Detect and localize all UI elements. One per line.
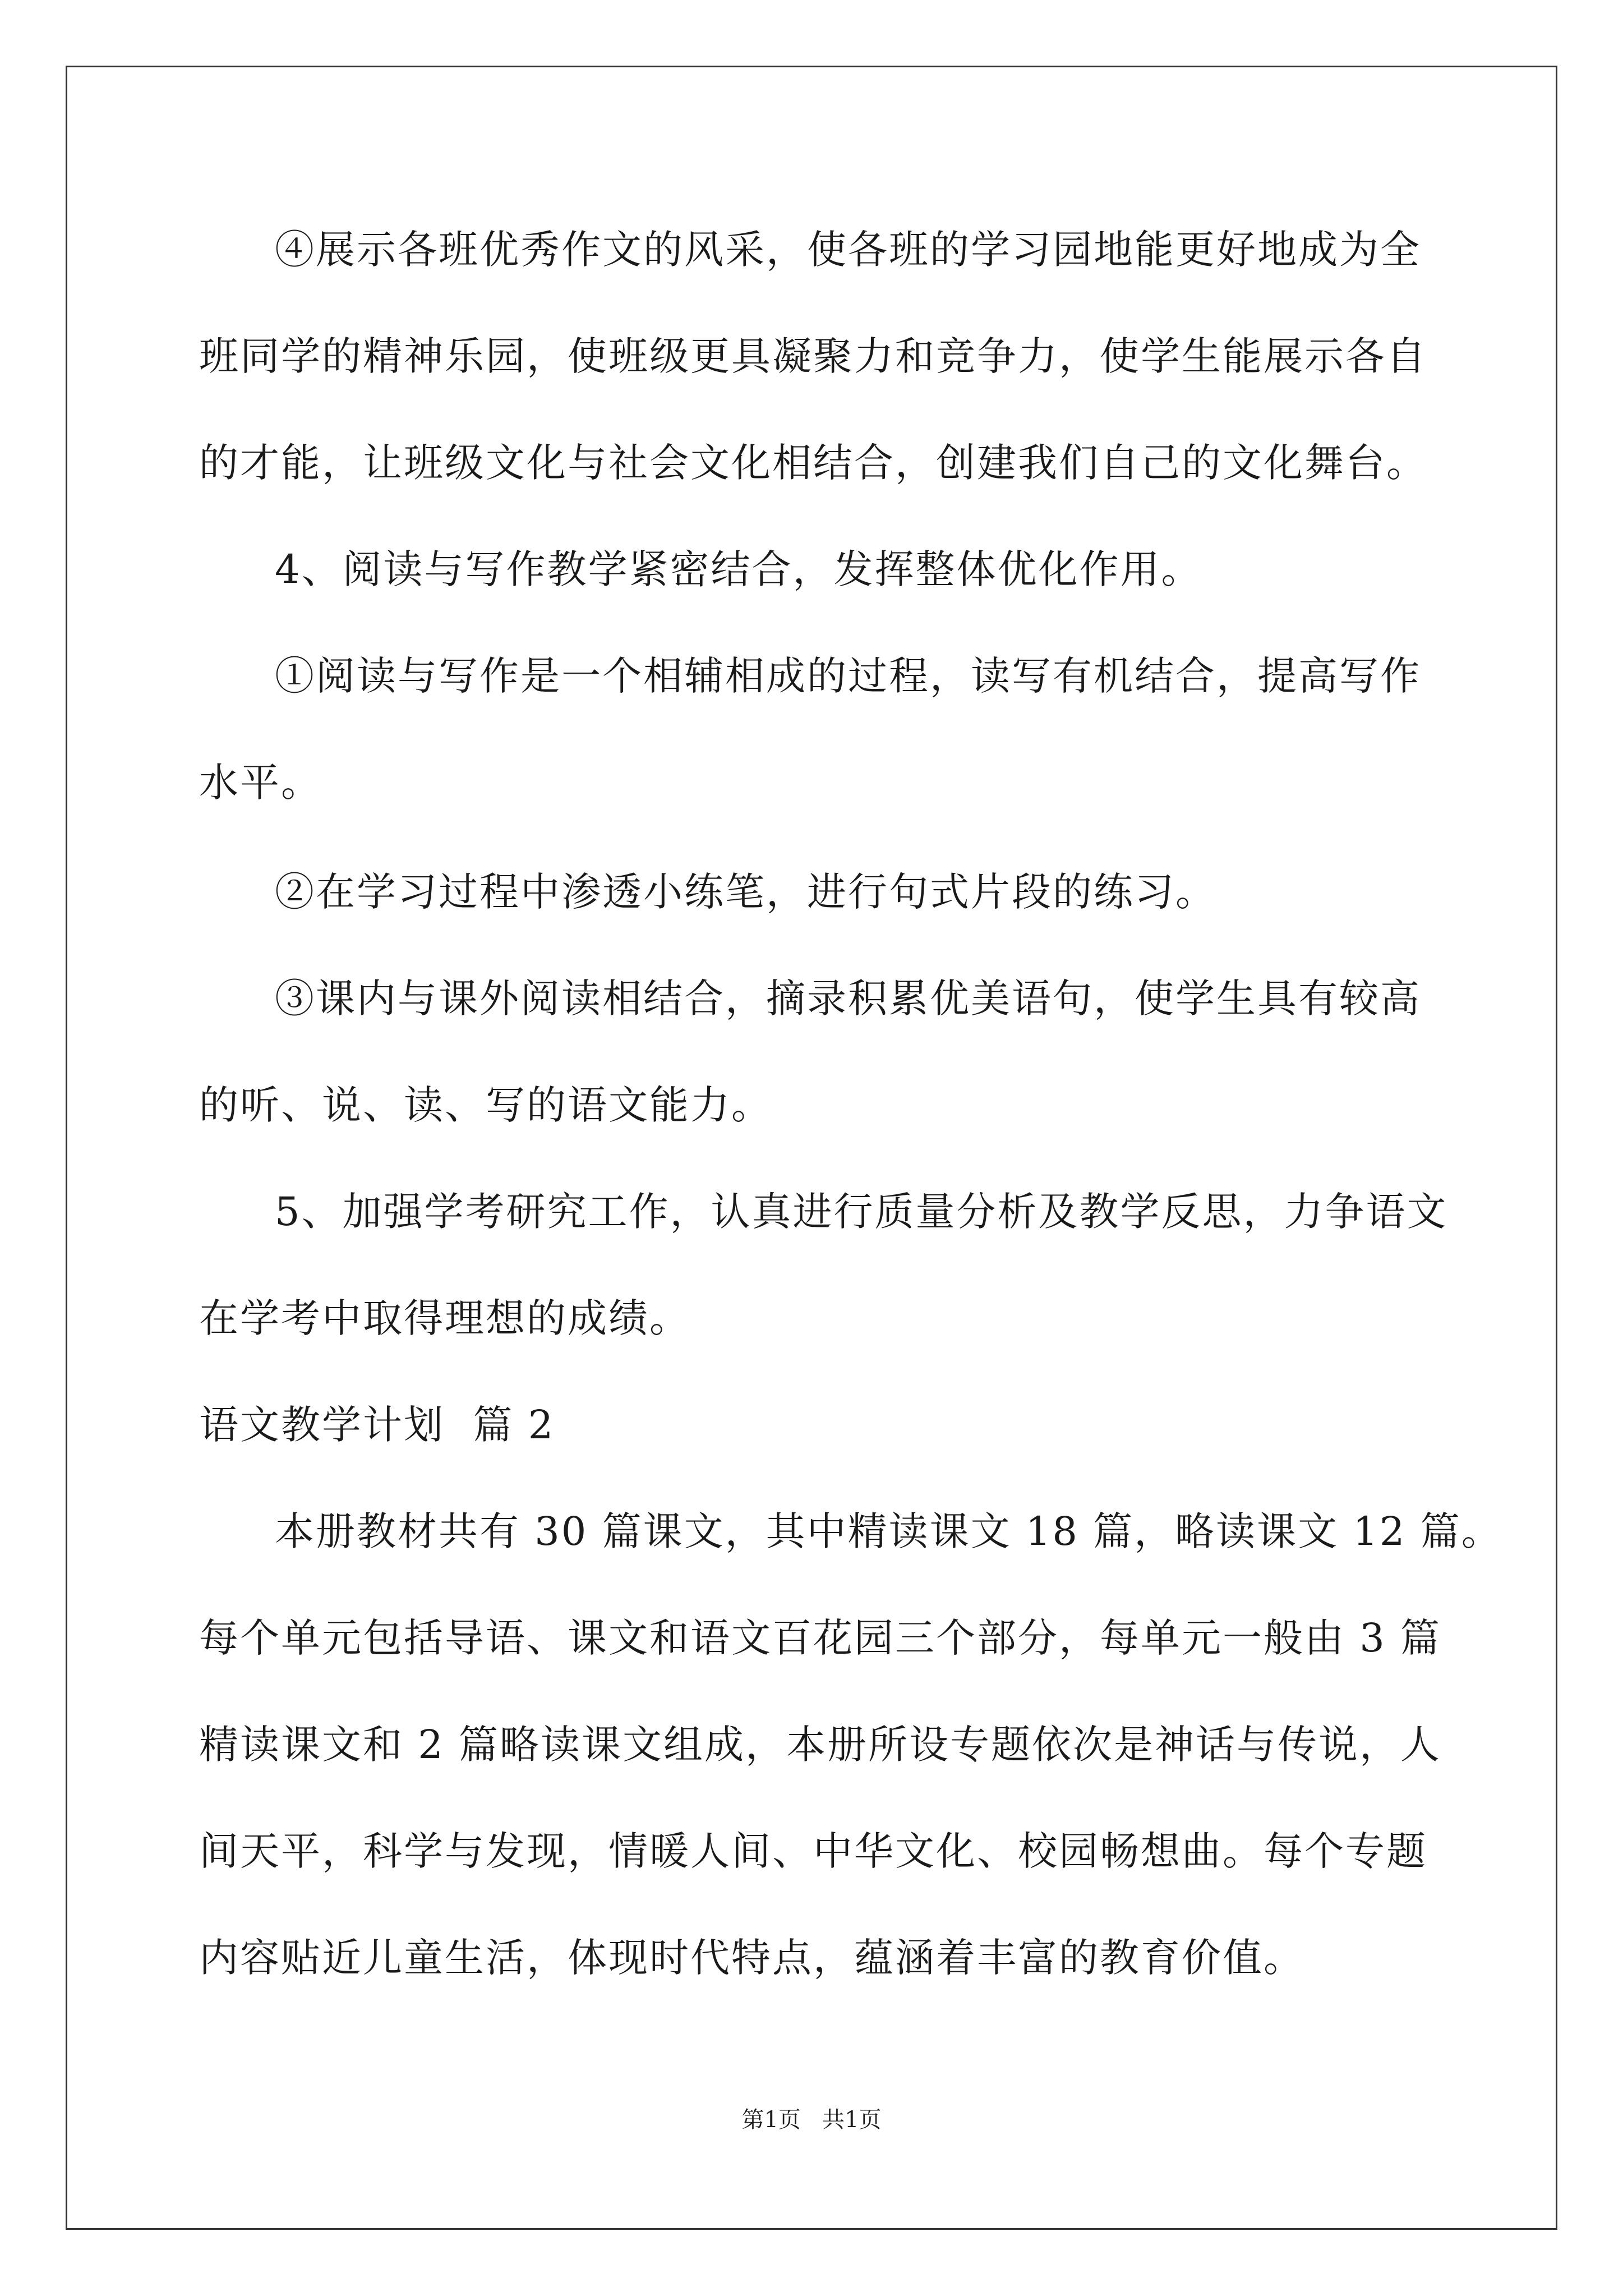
paragraph-line: 的听、说、读、写的语文能力。 (199, 1082, 772, 1128)
paragraph-line: ①阅读与写作是一个相辅相成的过程，读写有机结合，提高写作 (275, 653, 1421, 699)
paragraph-line: 在学考中取得理想的成绩。 (199, 1295, 690, 1341)
page-number-footer: 第1页 共1页 (741, 2107, 882, 2133)
paragraph-line: 本册教材共有 30 篇课文，其中精读课文 18 篇，略读课文 12 篇。 (275, 1508, 1502, 1554)
paragraph-line: 水平。 (199, 760, 322, 806)
paragraph-line: 班同学的精神乐园，使班级更具凝聚力和竞争力，使学生能展示各自 (199, 333, 1427, 379)
page-border (66, 66, 1557, 2230)
paragraph-line: 4、阅读与写作教学紧密结合，发挥整体优化作用。 (275, 546, 1202, 592)
paragraph-line: ④展示各班优秀作文的风采，使各班的学习园地能更好地成为全 (275, 227, 1421, 273)
paragraph-line: 间天平，科学与发现，情暖人间、中华文化、校园畅想曲。每个专题 (199, 1828, 1427, 1874)
paragraph-line: 的才能，让班级文化与社会文化相结合，创建我们自己的文化舞台。 (199, 440, 1427, 486)
paragraph-line: 精读课文和 2 篇略读课文组成，本册所设专题依次是神话与传说，人 (199, 1722, 1442, 1768)
section-heading: 语文教学计划 篇 2 (199, 1402, 555, 1448)
paragraph-line: 每个单元包括导语、课文和语文百花园三个部分，每单元一般由 3 篇 (199, 1615, 1442, 1661)
paragraph-line: ③课内与课外阅读相结合，摘录积累优美语句，使学生具有较高 (275, 976, 1421, 1022)
paragraph-line: 内容贴近儿童生活，体现时代特点，蕴涵着丰富的教育价值。 (199, 1935, 1304, 1981)
paragraph-line: 5、加强学考研究工作，认真进行质量分析及教学反思，力争语文 (275, 1189, 1448, 1235)
paragraph-line: ②在学习过程中渗透小练笔，进行句式片段的练习。 (275, 869, 1216, 915)
